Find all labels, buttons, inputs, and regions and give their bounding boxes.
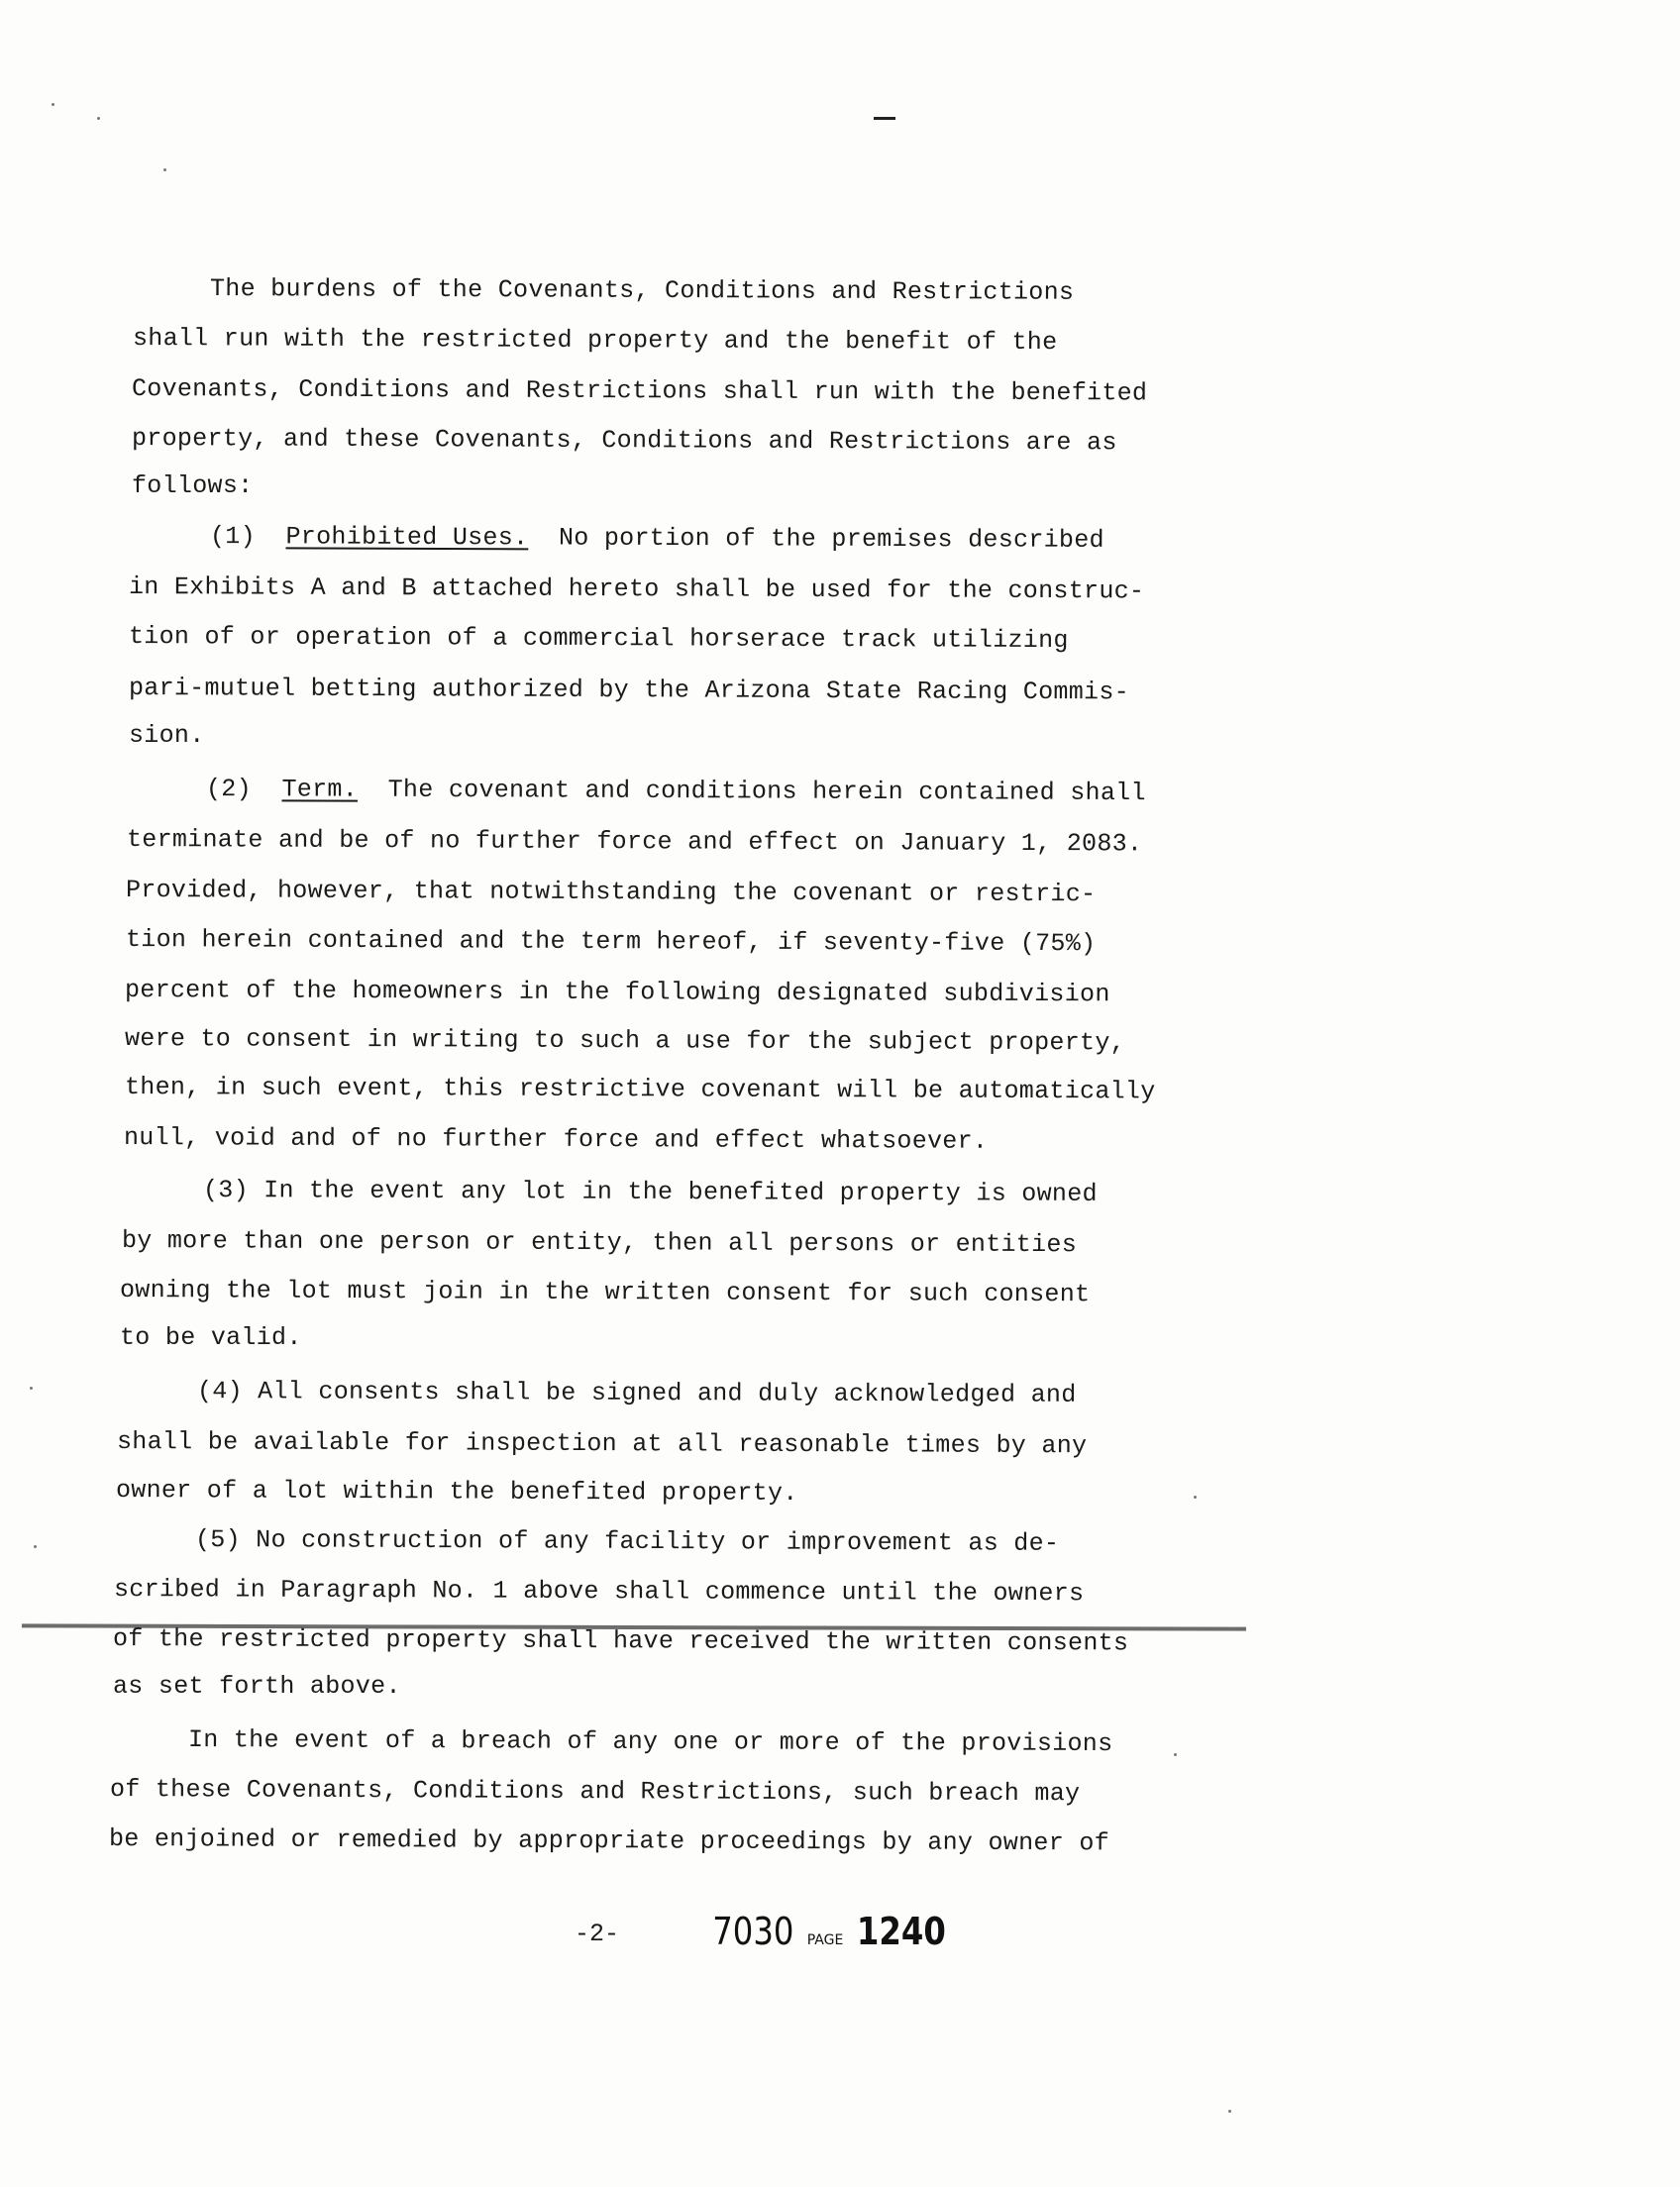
para2-line: Provided, however, that notwithstanding the covenant or restric- — [125, 876, 1097, 909]
intro-line-2: shall run with the restricted property and the benefit of the — [132, 324, 1058, 358]
para1-line: tion of or operation of a commercial horserace track utilizing — [128, 622, 1069, 656]
para4-first-line: (4) All consents shall be signed and duly acknowledged and — [196, 1377, 1077, 1409]
para1-line: pari-mutuel betting authorized by the Arizona State Racing Commis- — [128, 674, 1130, 707]
para1-line: sion. — [129, 721, 205, 750]
para2-line: were to consent in writing to such a use for the subject property, — [124, 1024, 1126, 1058]
scan-speck — [1194, 1496, 1197, 1499]
para5-first-line: (5) No construction of any facility or improvement as de- — [194, 1525, 1060, 1558]
scan-speck — [97, 117, 100, 120]
para4-line: shall be available for inspection at all reasonable times by any — [116, 1427, 1088, 1461]
para2-line: terminate and be of no further force and effect on January 1, 2083. — [126, 825, 1143, 859]
scan-speck — [1174, 1753, 1177, 1756]
para3-line: to be valid. — [120, 1323, 302, 1352]
para5-line: scribed in Paragraph No. 1 above shall commence until the owners — [113, 1575, 1085, 1609]
para1-first-line — [210, 522, 1104, 556]
intro-line-4: property, and these Covenants, Conditions and Restrictions are as — [131, 424, 1117, 458]
para2-line: then, in such event, this restrictive covenant will be automatically — [124, 1073, 1156, 1106]
para1-line: in Exhibits A and B attached hereto shall be used for the construc- — [128, 573, 1145, 606]
para2-line: null, void and of no further force and effect whatsoever. — [123, 1123, 989, 1156]
top-mark — [874, 117, 895, 120]
intro-line-1: The burdens of the Covenants, Conditions and Restrictions — [209, 274, 1075, 307]
para5-line: as set forth above. — [113, 1672, 401, 1701]
intro-line-5: follows: — [132, 471, 254, 500]
para6-line: be enjoined or remedied by appropriate proceedings by any owner of — [108, 1824, 1110, 1858]
para2-line: percent of the homeowners in the following designated subdivision — [124, 976, 1110, 1009]
page-number: -2- — [575, 1920, 620, 1948]
para6-line: of these Covenants, Conditions and Restrictions, such breach may — [109, 1775, 1081, 1809]
scan-speck — [1228, 2110, 1231, 2113]
scan-speck — [163, 168, 166, 171]
para1-number: (1) — [209, 522, 256, 552]
scan-speck — [52, 103, 54, 106]
stamp-page-number: 1240 — [857, 1910, 947, 1953]
para1-heading: Prohibited Uses. — [285, 522, 529, 553]
scan-speck — [30, 1387, 33, 1390]
para4-line: owner of a lot within the benefited property. — [115, 1476, 798, 1509]
intro-line-3: Covenants, Conditions and Restrictions shall run with the benefited — [131, 374, 1148, 408]
recording-stamp — [705, 1910, 954, 1953]
para2-number: (2) — [205, 775, 252, 804]
para2-first-line — [206, 775, 1146, 808]
page-label: PAGE — [806, 1931, 844, 1948]
para5-line: of the restricted property shall have received the written consents — [112, 1624, 1129, 1658]
para3-line: by more than one person or entity, then all persons or entities — [121, 1226, 1078, 1260]
para2-first-text: The covenant and conditions herein contained shall — [387, 775, 1146, 808]
para6-first-line: In the event of a breach of any one or more of the provisions — [187, 1725, 1113, 1759]
book-number: 7030 — [712, 1910, 794, 1953]
para3-line: owning the lot must join in the written consent for such consent — [119, 1276, 1091, 1309]
para1-first-text: No portion of the premises described — [558, 523, 1104, 555]
para2-line: tion herein contained and the term hereof, if seventy-five (75%) — [125, 925, 1097, 959]
scan-speck — [34, 1545, 37, 1548]
para2-heading: Term. — [281, 775, 359, 804]
para3-first-line: (3) In the event any lot in the benefited property is owned — [202, 1176, 1098, 1208]
